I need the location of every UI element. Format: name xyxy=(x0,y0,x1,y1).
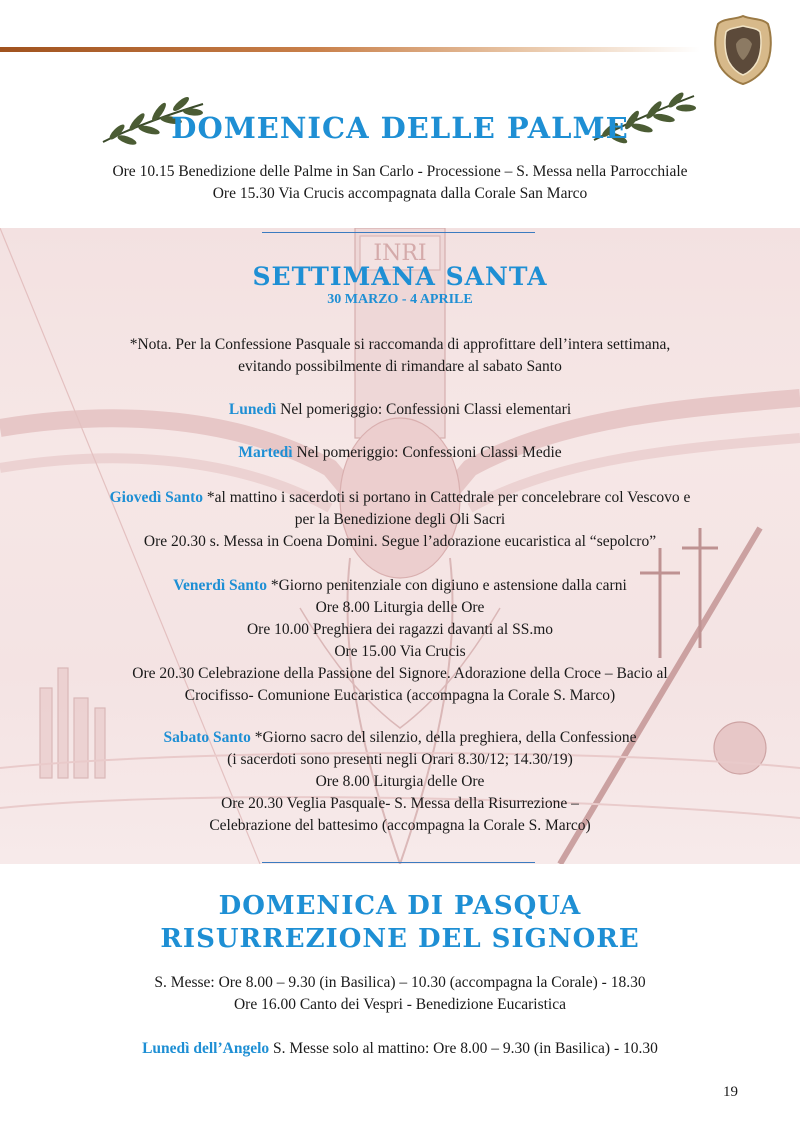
sabato-line xyxy=(0,727,800,749)
settimana-dates: 30 MARZO - 4 APRILE xyxy=(327,292,473,307)
giovedi-line xyxy=(0,487,800,509)
inri-inscription: INRI xyxy=(373,241,427,266)
giovedi-line-2: per la Benedizione degli Oli Sacri xyxy=(294,511,506,528)
angelo-label: Lunedì dell’Angelo xyxy=(142,1040,270,1057)
martedi-text: Nel pomeriggio: Confessioni Classi Medie xyxy=(292,444,562,461)
heading-domenica-palme: DOMENICA DELLE PALME xyxy=(171,111,629,145)
venerdi-line-3: Ore 10.00 Preghiera dei ragazzi davanti al SS.mo xyxy=(246,621,554,638)
venerdi-line-5: Ore 20.30 Celebrazione della Passione del Signore. Adorazione della Croce – Bacio al xyxy=(132,665,668,682)
sabato-text: *Giorno sacro del silenzio, della preghiera, della Confessione xyxy=(250,729,637,746)
nota-line-1: *Nota. Per la Confessione Pasquale si raccomanda di approfittare dell’intera settimana, xyxy=(129,336,671,353)
sabato-line-5: Celebrazione del battesimo (accompagna la Corale S. Marco) xyxy=(209,817,591,834)
venerdi-line-2: Ore 8.00 Liturgia delle Ore xyxy=(315,599,485,616)
sabato-line-4: Ore 20.30 Veglia Pasquale- S. Messa della Risurrezione – xyxy=(221,795,579,812)
lunedi-text: Nel pomeriggio: Confessioni Classi elementari xyxy=(276,401,572,418)
palme-line-2: Ore 15.30 Via Crucis accompagnata dalla Corale San Marco xyxy=(212,185,588,202)
giovedi-line-3: Ore 20.30 s. Messa in Coena Domini. Segue l’adorazione eucaristica al “sepolcro” xyxy=(143,533,657,550)
divider-bottom xyxy=(262,862,535,863)
page-number: 19 xyxy=(723,1084,738,1100)
divider-top xyxy=(262,232,535,233)
pasqua-line-2: Ore 16.00 Canto dei Vespri - Benedizione Eucaristica xyxy=(233,996,566,1013)
heading-domenica-pasqua xyxy=(0,890,800,956)
pasqua-title-line-1: DOMENICA DI PASQUA xyxy=(218,891,582,921)
giovedi-text: *al mattino i sacerdoti si portano in Cattedrale per concelebrare col Vescovo e xyxy=(203,489,691,506)
nota-line-2: evitando possibilmente di rimandare al sabato Santo xyxy=(238,358,562,375)
heading-settimana-santa: SETTIMANA SANTA xyxy=(252,262,548,291)
venerdi-line-4: Ore 15.00 Via Crucis xyxy=(334,643,466,660)
angelo-text: S. Messe solo al mattino: Ore 8.00 – 9.30 (in Basilica) - 10.30 xyxy=(269,1040,658,1057)
palme-line-1: Ore 10.15 Benedizione delle Palme in San Carlo - Processione – S. Messa nella Parrocchiale xyxy=(112,163,688,180)
sabato-line-3: Ore 8.00 Liturgia delle Ore xyxy=(315,773,485,790)
pasqua-line-1: S. Messe: Ore 8.00 – 9.30 (in Basilica) – 10.30 (accompagna la Corale) - 18.30 xyxy=(154,974,646,991)
top-gradient-bar xyxy=(0,47,700,52)
sabato-label: Sabato Santo xyxy=(163,729,251,746)
giovedi-label: Giovedì Santo xyxy=(109,489,204,506)
venerdi-line-6: Crocifisso- Comunione Eucaristica (accompagna la Corale S. Marco) xyxy=(184,687,616,704)
lunedi-line xyxy=(0,399,800,421)
venerdi-line xyxy=(0,575,800,597)
crest-logo xyxy=(712,14,774,86)
venerdi-text: *Giorno penitenziale con digiuno e astensione dalla carni xyxy=(266,577,627,594)
lunedi-label: Lunedì xyxy=(228,401,277,418)
pasqua-title-line-2: RISURREZIONE DEL SIGNORE xyxy=(160,924,640,954)
martedi-label: Martedì xyxy=(238,444,293,461)
sabato-line-2: (i sacerdoti sono presenti negli Orari 8.30/12; 14.30/19) xyxy=(227,751,573,768)
venerdi-label: Venerdì Santo xyxy=(173,577,267,594)
martedi-line xyxy=(0,442,800,464)
angelo-line xyxy=(0,1038,800,1060)
